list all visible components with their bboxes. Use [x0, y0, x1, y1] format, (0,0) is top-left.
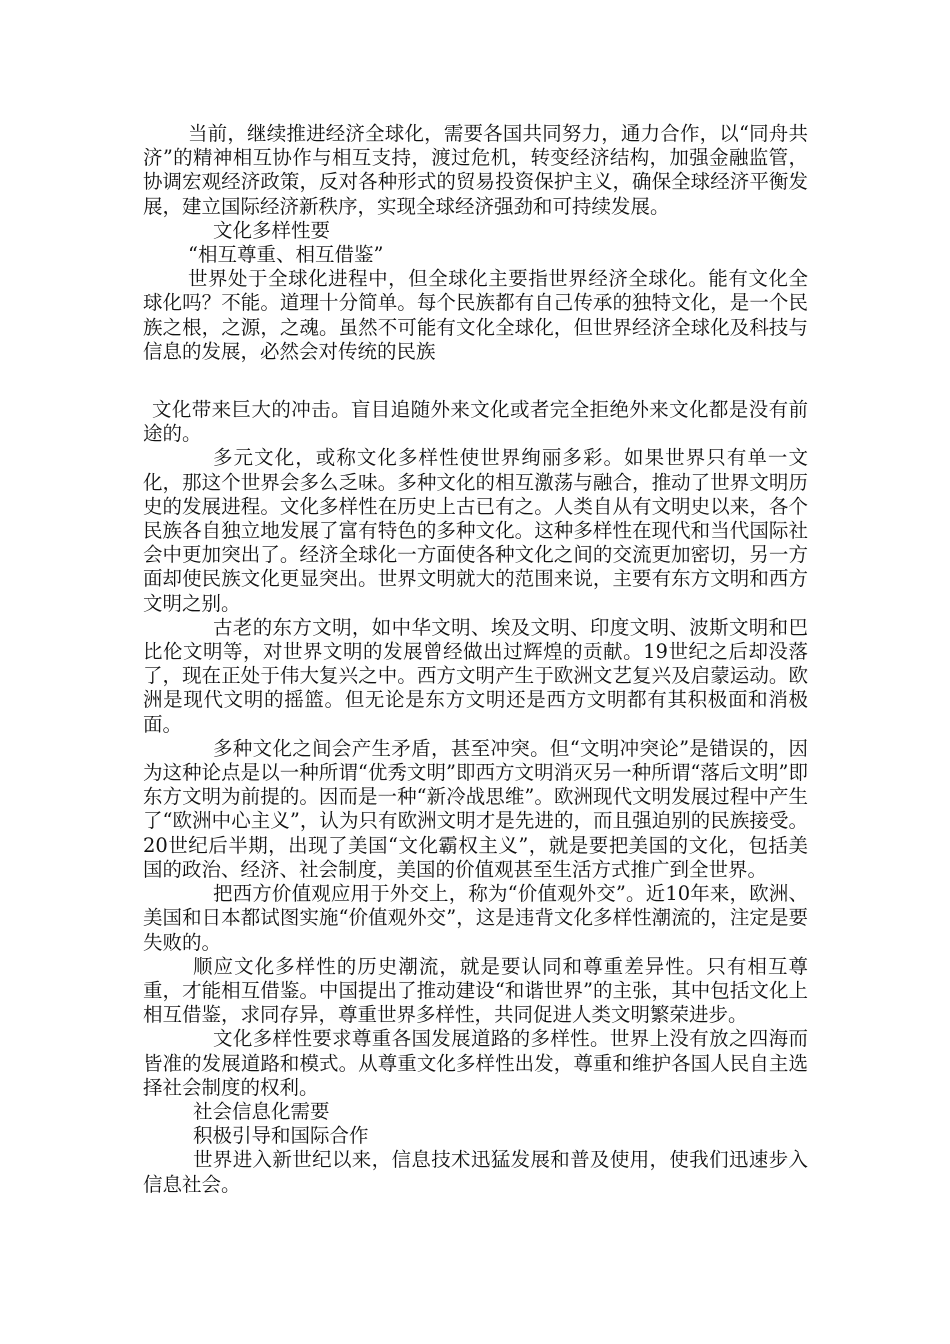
section-heading-informatization: 社会信息化需要: [193, 1099, 330, 1123]
page-break-gap: [143, 364, 808, 398]
paragraph-globalization-culture: 世界处于全球化进程中，但全球化主要指世界经济全球化。能有文化全球化吗？不能。道理十分简单。每个民族都有自己传承的独特文化，是一个民族之根，之源，之魂。虽然不可能有文化全球化，但世界经济全球化及科技与信息的发展，必然会对传统的民族: [143, 267, 808, 363]
section-subheading-international-cooperation: 积极引导和国际合作: [193, 1124, 369, 1148]
paragraph-development-paths: 文化多样性要求尊重各国发展道路的多样性。世界上没有放之四海而皆准的发展道路和模式。从尊重文化多样性出发，尊重和维护各国人民自主选择社会制度的权利。: [143, 1027, 808, 1099]
document-body: [143, 122, 808, 1197]
paragraph-multiculturalism: 多元文化，或称文化多样性使世界绚丽多彩。如果世界只有单一文化，那这个世界会多么乏味。多种文化的相互激荡与融合，推动了世界文明历史的发展进程。文化多样性在历史上古已有之。人类自从有文明史以来，各个民族各自独立地发展了富有特色的多种文化。这种多样性在现代和当代国际社会中更加突出了。经济全球化一方面使各种文化之间的交流更加密切，另一方面却使民族文化更显突出。世界文明就大的范围来说，主要有东方文明和西方文明之别。: [143, 446, 808, 615]
paragraph-values-diplomacy: 把西方价值观应用于外交上，称为“价值观外交”。近10年来，欧洲、美国和日本都试图实施“价值观外交”，这是违背文化多样性潮流的，注定是要失败的。: [143, 882, 808, 954]
section-subheading-mutual-respect: “相互尊重、相互借鉴”: [188, 243, 384, 267]
section-heading-cultural-diversity: 文化多样性要: [213, 218, 331, 242]
paragraph-culture-impact: 文化带来巨大的冲击。盲目追随外来文化或者完全拒绝外来文化都是没有前途的。: [143, 398, 808, 446]
paragraph-historical-trend: 顺应文化多样性的历史潮流，就是要认同和尊重差异性。只有相互尊重，才能相互借鉴。中国提出了推动建设“和谐世界”的主张，其中包括文化上相互借鉴，求同存异，尊重世界多样性，共同促进人类文明繁荣进步。: [143, 954, 808, 1027]
paragraph-globalization-cooperation: 当前，继续推进经济全球化，需要各国共同努力，通力合作，以“同舟共济”的精神相互协作与相互支持，渡过危机，转变经济结构，加强金融监管，协调宏观经济政策，反对各种形式的贸易投资保护主义，确保全球经济平衡发展，建立国际经济新秩序，实现全球经济强劲和可持续发展。: [143, 122, 808, 218]
paragraph-civilization-conflict: 多种文化之间会产生矛盾，甚至冲突。但“文明冲突论”是错误的，因为这种论点是以一种所谓“优秀文明”即西方文明消灭另一种所谓“落后文明”即东方文明为前提的。因而是一种“新冷战思维”。欧洲现代文明发展过程中产生了“欧洲中心主义”，认为只有欧洲文明才是先进的，而且强迫别的民族接受。20世纪后半期，出现了美国“文化霸权主义”，就是要把美国的文化，包括美国的政治、经济、社会制度，美国的价值观甚至生活方式推广到全世界。: [143, 736, 808, 881]
paragraph-eastern-civilization: 古老的东方文明，如中华文明、埃及文明、印度文明、波斯文明和巴比伦文明等，对世界文明的发展曾经做出过辉煌的贡献。19世纪之后却没落了，现在正处于伟大复兴之中。西方文明产生于欧洲文艺复兴及启蒙运动。欧洲是现代文明的摇篮。但无论是东方文明还是西方文明都有其积极面和消极面。: [143, 615, 808, 736]
paragraph-information-society: 世界进入新世纪以来，信息技术迅猛发展和普及使用，使我们迅速步入信息社会。: [143, 1148, 808, 1196]
